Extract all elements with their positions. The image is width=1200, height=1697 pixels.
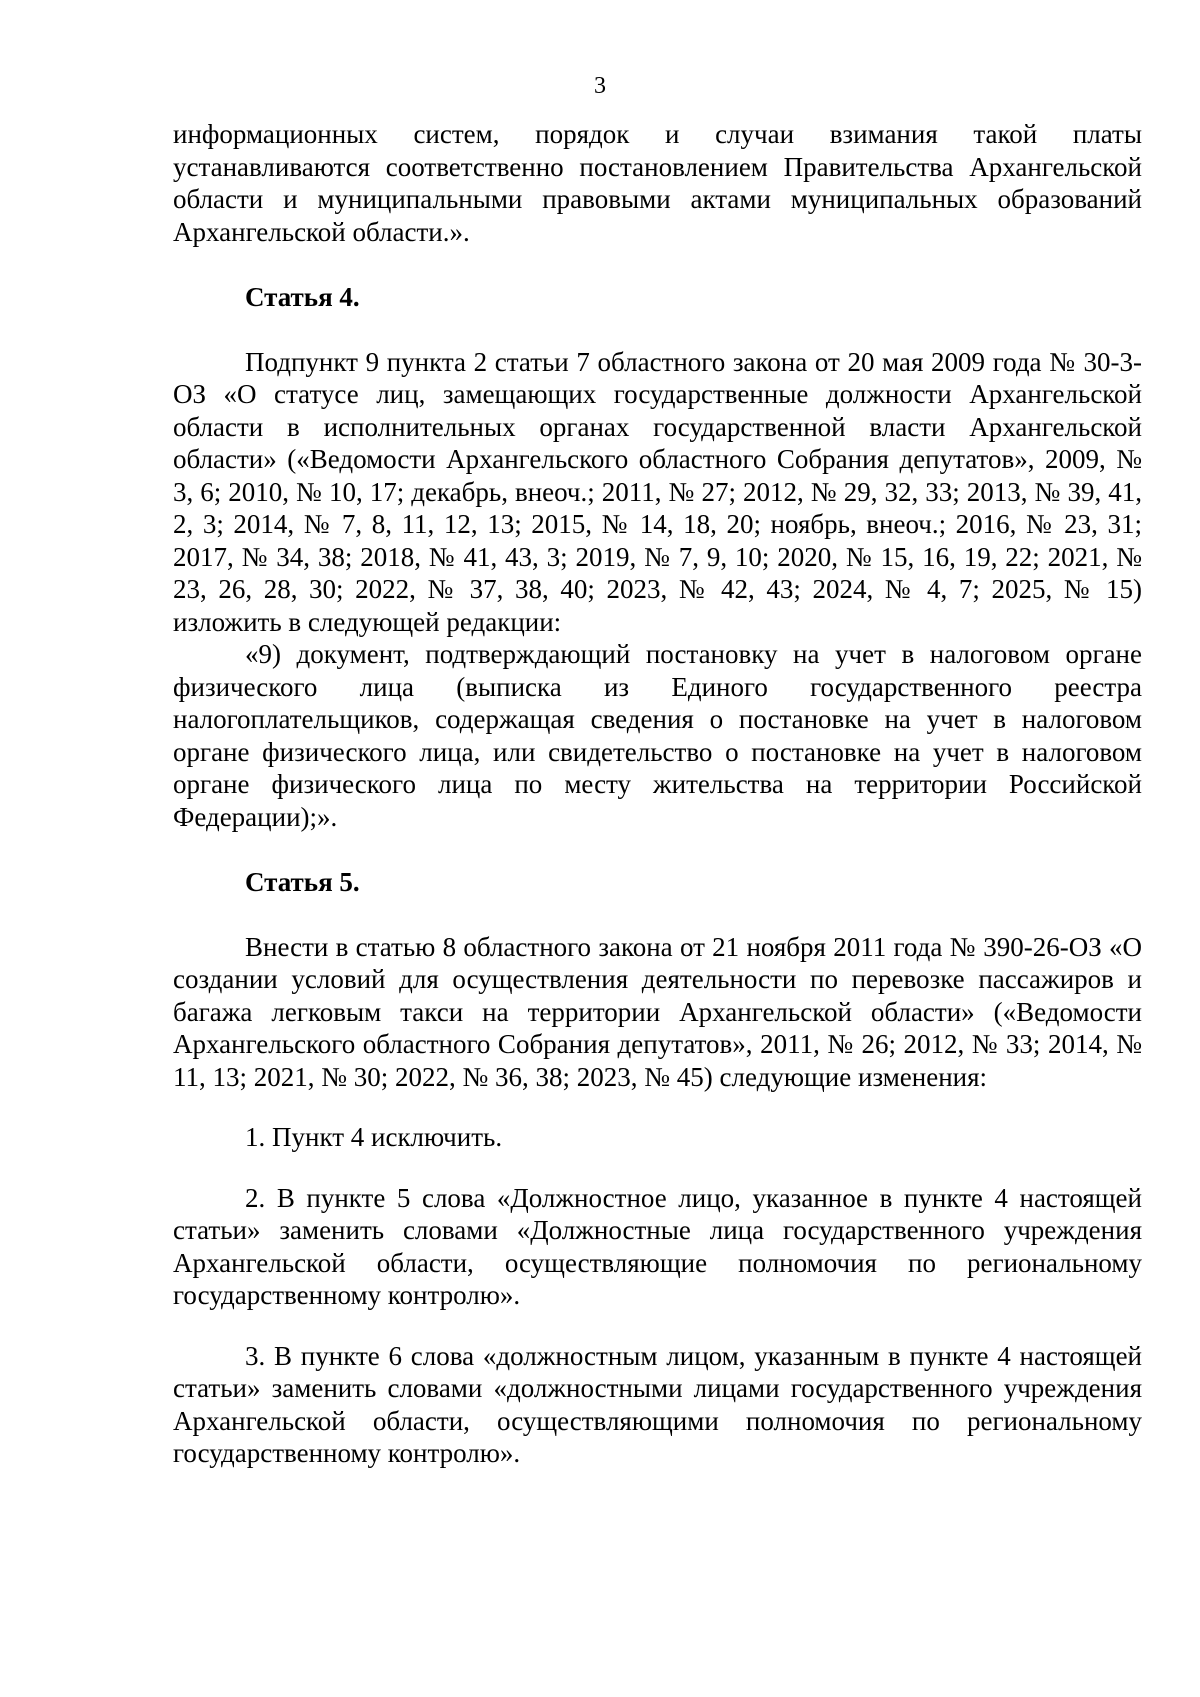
- spacer: [173, 313, 1142, 346]
- spacer: [173, 1312, 1142, 1340]
- article-5-intro: Внести в статью 8 областного закона от 21 ноября 2011 года № 390-26-ОЗ «О создании условий для осуществления деятельности по перевозке пассажиров и багажа легковым такси на территории Архангельской области» («Ведомости Архангельского областного Собрания депутатов», 2011, № 26; 2012, № 33; 2014, № 11, 13; 2021, № 30; 2022, № 36, 38; 2023, № 45) следующие изменения:: [173, 931, 1142, 1092]
- page-number: 3: [594, 73, 606, 99]
- article-4-paragraph-2: «9) документ, подтверждающий постановку на учет в налоговом органе физического лица (выписка из Единого государственного реестра налогоплательщиков, содержащая сведения о постановке на учет в налоговом органе физического лица, или свидетельство о постановке на учет в налоговом органе физического лица по месту жительства на территории Российской Федерации);».: [173, 639, 1142, 832]
- article-5-item-2: 2. В пункте 5 слова «Должностное лицо, указанное в пункте 4 настоящей статьи» заменить словами «Должностные лица государственного учреждения Архангельской области, осуществляющие полномочия по региональному государственному контролю».: [173, 1182, 1142, 1310]
- article-5-item-3: 3. В пункте 6 слова «должностным лицом, указанным в пункте 4 настоящей статьи» заменить словами «должностными лицами государственного учреждения Архангельской области, осуществляющими полномочия по региональному государственному контролю».: [173, 1340, 1142, 1468]
- spacer: [173, 1093, 1142, 1121]
- spacer: [173, 898, 1142, 931]
- spacer: [173, 1154, 1142, 1182]
- spacer: [173, 248, 1142, 281]
- article-4-heading: Статья 4.: [245, 281, 360, 312]
- document-body: [173, 118, 1142, 1470]
- article-5-item-1: 1. Пункт 4 исключить.: [245, 1122, 503, 1152]
- article-5-heading: Статья 5.: [245, 866, 360, 897]
- continuation-paragraph: информационных систем, порядок и случаи взимания такой платы устанавливаются соответственно постановлением Правительства Архангельской области и муниципальными правовыми актами муниципальных образований Архангельской области.».: [173, 119, 1142, 247]
- article-4-paragraph-1: Подпункт 9 пункта 2 статьи 7 областного закона от 20 мая 2009 года № 30-3-ОЗ «О статусе лиц, замещающих государственные должности Архангельской области в исполнительных органах государственной власти Архангельской области» («Ведомости Архангельского областного Собрания депутатов», 2009, № 3, 6; 2010, № 10, 17; декабрь, внеоч.; 2011, № 27; 2012, № 29, 32, 33; 2013, № 39, 41, 2, 3; 2014, № 7, 8, 11, 12, 13; 2015, № 14, 18, 20; ноябрь, внеоч.; 2016, № 23, 31; 2017, № 34, 38; 2018, № 41, 43, 3; 2019, № 7, 9, 10; 2020, № 15, 16, 19, 22; 2021, № 23, 26, 28, 30; 2022, № 37, 38, 40; 2023, № 42, 43; 2024, № 4, 7; 2025, № 15) изложить в следующей редакции:: [173, 346, 1142, 637]
- spacer: [173, 833, 1142, 866]
